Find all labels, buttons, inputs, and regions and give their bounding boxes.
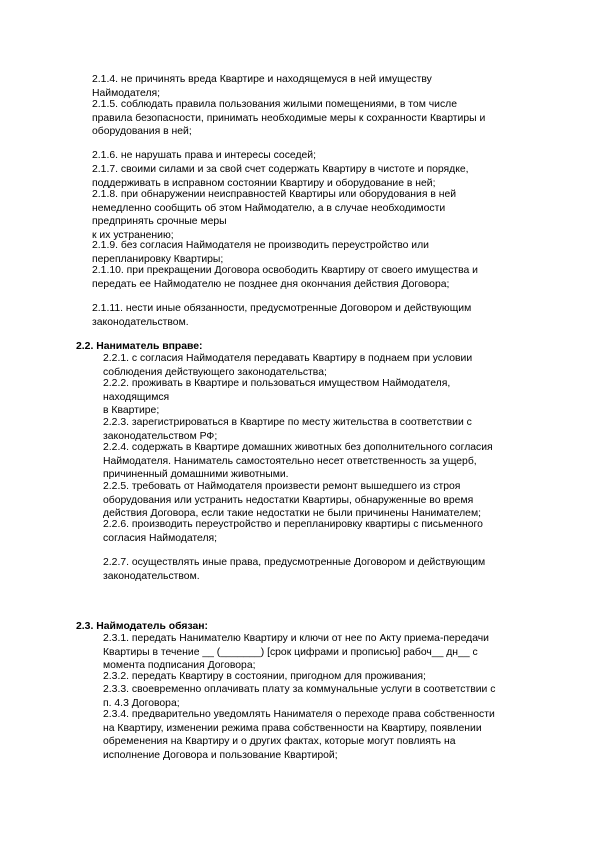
- clause-2-2-7: 2.2.7. осуществлять иные права, предусмотренные Договором и действующим законодательством.: [103, 557, 486, 582]
- clause-2-2-6: 2.2.6. производить переустройство и перепланировку квартиры с письменного согласия Наймодателя;: [103, 519, 483, 544]
- clause-2-3-3: 2.3.3. своевременно оплачивать плату за коммунальные услуги в соответствии с п. 4.3 Договора;: [103, 684, 496, 709]
- clause-2-2-1: 2.2.1. с согласия Наймодателя передавать Квартиру в поднаем при условии соблюдения действующего законодательства;: [103, 353, 473, 378]
- clause-2-1-11: 2.1.11. нести иные обязанности, предусмотренные Договором и действующим законодательством.: [92, 303, 472, 328]
- clause-2-3-1: 2.3.1. передать Нанимателю Квартиру и ключи от нее по Акту приема-передачи Квартиры в течение __ (_______) [срок цифрами и прописью] рабоч__ дн__ с момента подписания Договора;: [103, 633, 489, 671]
- clause-2-1-5: 2.1.5. соблюдать правила пользования жилыми помещениями, в том числе правила безопасности, принимать необходимые меры к сохранности Квартиры и оборудования в ней;: [92, 99, 486, 137]
- clause-2-1-10: 2.1.10. при прекращении Договора освободить Квартиру от своего имущества и передать ее Наймодателю не позднее дня окончания действия Договора;: [92, 265, 478, 290]
- clause-2-2-5: 2.2.5. требовать от Наймодателя произвести ремонт вышедшего из строя оборудования или устранить недостатки Квартиры, обнаруженные во время действия Договора, если такие недостатки не были причинены Нанимателем;: [103, 481, 481, 519]
- clause-2-3-4: 2.3.4. предварительно уведомлять Нанимателя о переходе права собственности на Квартиру, изменении режима права собственности на Квартиру, появлении обременения на Квартиру и о других фактах, которые могут повлиять на исполнение Договора и пользование Квартирой;: [103, 709, 495, 761]
- clause-2-1-4: 2.1.4. не причинять вреда Квартире и находящемуся в ней имуществу Наймодателя;: [92, 74, 432, 99]
- section-heading-2-2: 2.2. Наниматель вправе:: [76, 341, 203, 352]
- clause-2-3-2: 2.3.2. передать Квартиру в состоянии, пригодном для проживания;: [103, 671, 426, 682]
- clause-2-2-2: 2.2.2. проживать в Квартире и пользоваться имуществом Наймодателя, находящимся в Квартире;: [103, 378, 451, 416]
- clause-2-1-8: 2.1.8. при обнаружении неисправностей Квартиры или оборудования в ней немедленно сообщить об этом Наймодателю, а в случае необходимости предпринять срочные меры к их устранению;: [92, 189, 457, 241]
- clause-2-1-7: 2.1.7. своими силами и за свой счет содержать Квартиру в чистоте и порядке, поддерживать в исправном состоянии Квартиру и оборудование в ней;: [92, 164, 469, 189]
- clause-2-1-6: 2.1.6. не нарушать права и интересы соседей;: [92, 150, 316, 161]
- section-heading-2-3: 2.3. Наймодатель обязан:: [76, 621, 208, 632]
- clause-2-1-9: 2.1.9. без согласия Наймодателя не производить переустройство или перепланировку Квартиры;: [92, 240, 429, 265]
- clause-2-2-4: 2.2.4. содержать в Квартире домашних животных без дополнительного согласия Наймодателя. Наниматель самостоятельно несет ответственность за ущерб, причиненный домашними животными.: [103, 442, 493, 480]
- clause-2-2-3: 2.2.3. зарегистрироваться в Квартире по месту жительства в соответствии с законодательством РФ;: [103, 417, 472, 442]
